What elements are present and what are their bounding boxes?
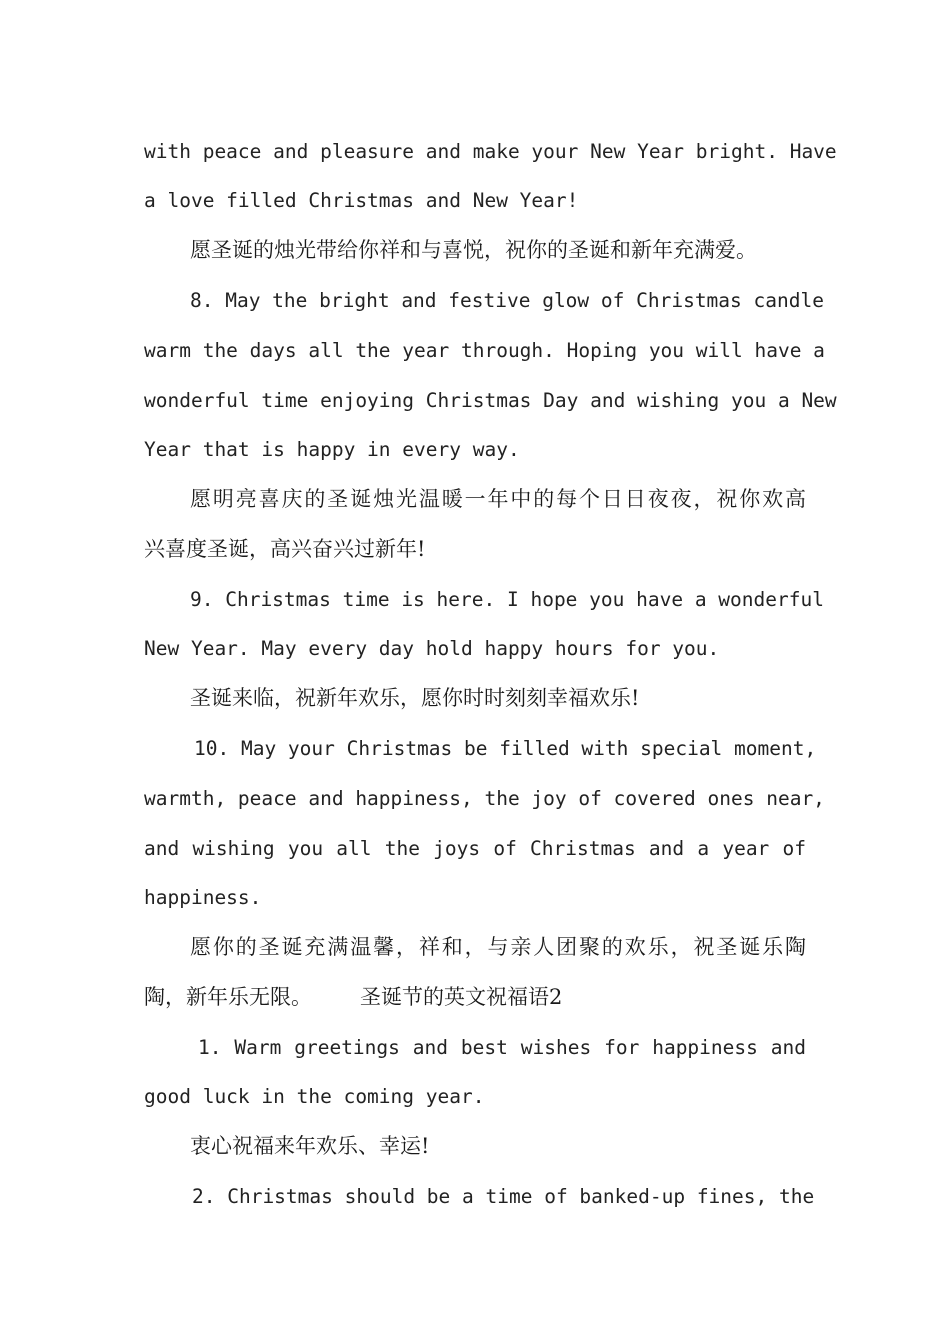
text-line: New Year. May every day hold happy hours for you. — [144, 637, 720, 660]
chinese-translation: 兴喜度圣诞，高兴奋兴过新年! — [144, 537, 426, 561]
wish-item-2: 2. Christmas should be a time of banked-up fines, the — [192, 1185, 815, 1208]
wish-item-10: 10. May your Christmas be filled with special moment, — [194, 737, 817, 760]
text-line: warm the days all the year through. Hoping you will have a — [144, 339, 825, 362]
chinese-translation: 愿明亮喜庆的圣诞烛光温暖一年中的每个日日夜夜，祝你欢高 — [190, 487, 806, 511]
chinese-translation: 圣诞来临，祝新年欢乐，愿你时时刻刻幸福欢乐! — [190, 686, 640, 710]
text-line: and wishing you all the joys of Christmas and a year of — [144, 837, 806, 860]
text-line: Year that is happy in every way. — [144, 438, 520, 461]
chinese-translation-end: 陶，新年乐无限。 — [144, 985, 312, 1009]
text-line: wonderful time enjoying Christmas Day and wishing you a New — [144, 389, 837, 412]
wish-item-8: 8. May the bright and festive glow of Christmas candle — [190, 289, 824, 312]
text-line: a love filled Christmas and New Year! — [144, 189, 579, 212]
section-heading: 圣诞节的英文祝福语2 — [360, 985, 563, 1009]
text-line: with peace and pleasure and make your New Year bright. Have — [144, 140, 837, 163]
wish-item-1: 1. Warm greetings and best wishes for happiness and — [198, 1036, 806, 1059]
text-line: good luck in the coming year. — [144, 1085, 485, 1108]
chinese-translation: 衷心祝福来年欢乐、幸运! — [190, 1134, 430, 1158]
text-line: happiness. — [144, 886, 262, 909]
chinese-translation: 愿你的圣诞充满温馨，祥和，与亲人团聚的欢乐，祝圣诞乐陶 — [190, 935, 806, 959]
text-line: warmth, peace and happiness, the joy of covered ones near, — [144, 787, 825, 810]
wish-item-9: 9. Christmas time is here. I hope you have a wonderful — [190, 588, 824, 611]
chinese-translation-with-heading — [144, 984, 806, 1010]
chinese-translation: 愿圣诞的烛光带给你祥和与喜悦，祝你的圣诞和新年充满爱。 — [190, 238, 757, 262]
